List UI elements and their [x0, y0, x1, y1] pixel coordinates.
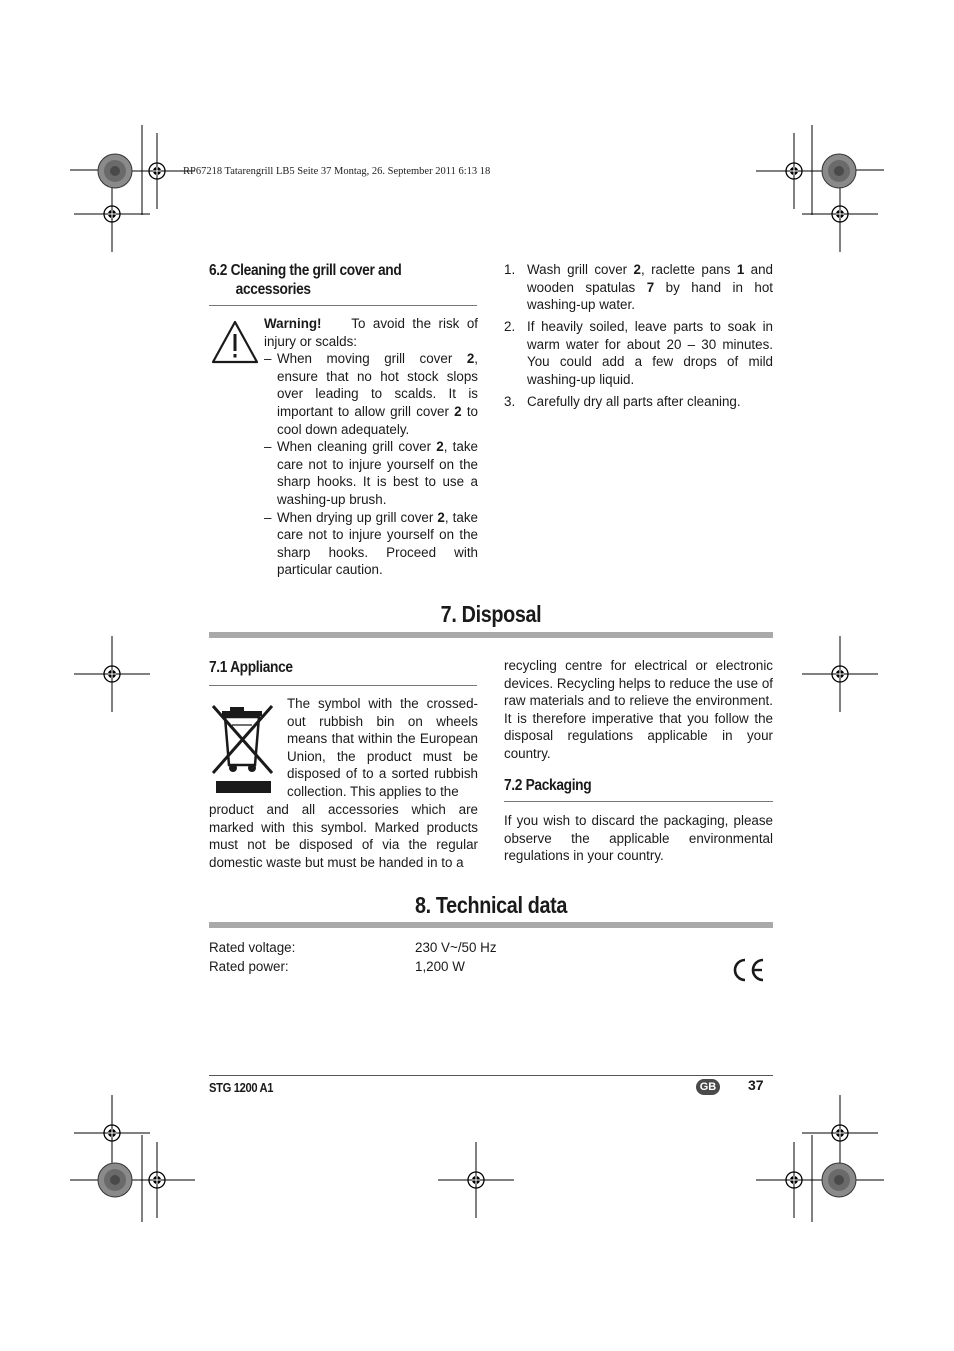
- color-wheel-icon: [822, 154, 856, 188]
- list-item: 1. Wash grill cover 2, raclette pans 1 and wooden spatulas 7 by hand in hot washing-up water.: [504, 262, 774, 313]
- color-wheel-icon: [98, 154, 132, 188]
- print-slug: RP67218 Tatarengrill LB5 Seite 37 Montag, 26. September 2011 6:13 18: [183, 166, 491, 177]
- appliance-title: 7.1 Appliance: [209, 659, 293, 676]
- warning-block: [264, 315, 478, 579]
- warning-intro: Warning! To avoid the risk of injury or scalds:: [264, 316, 478, 349]
- chapter-rule: [209, 922, 773, 928]
- warning-bullet: – When drying up grill cover 2, take care not to injure yourself on the sharp hooks. Proceed with particular caution.: [264, 509, 478, 579]
- appliance-text-full: product and all accessories which are marked with this symbol. Marked products must not be disposed of via the regular domestic waste but must be handed in to a: [209, 802, 478, 870]
- ce-mark-icon: [729, 956, 767, 984]
- section-rule: [209, 685, 477, 686]
- registration-mark-icon: [756, 1142, 832, 1218]
- section-rule: [504, 801, 773, 802]
- warning-bullet: – When moving grill cover 2, ensure that no hot stock slops over leading to scalds. It is important to allow grill cover 2 to cool down adequately.: [264, 350, 478, 438]
- tech-value: 230 V~/50 Hz: [415, 940, 497, 955]
- page-number: 37: [748, 1077, 764, 1093]
- registration-mark-icon: [802, 636, 878, 712]
- list-item: 3. Carefully dry all parts after cleaning.: [504, 394, 741, 410]
- cleaning-steps: [504, 261, 773, 415]
- warning-bullet: – When cleaning grill cover 2, take care not to injure yourself on the sharp hooks. It is best to use a washing-up brush.: [264, 438, 478, 508]
- color-wheel-icon: [98, 1163, 132, 1197]
- footer-rule: [209, 1075, 773, 1076]
- color-wheel-icon: [822, 1163, 856, 1197]
- registration-mark-icon: [74, 1095, 150, 1171]
- packaging-title: 7.2 Packaging: [504, 777, 592, 794]
- section-6-2-title: 6.2 Cleaning the grill cover and accessories: [209, 262, 402, 298]
- packaging-text: If you wish to discard the packaging, please observe the applicable environmental regulations in your country.: [504, 813, 773, 864]
- section-rule: [209, 305, 477, 306]
- language-badge: GB: [696, 1079, 720, 1095]
- registration-mark-icon: [756, 133, 832, 209]
- registration-mark-icon: [802, 1095, 878, 1171]
- registration-mark-icon: [438, 1142, 514, 1218]
- disposal-title: 7. Disposal: [440, 601, 542, 627]
- chapter-rule: [209, 632, 773, 638]
- tech-value: 1,200 W: [415, 959, 465, 974]
- tech-label: Rated power:: [209, 959, 289, 974]
- model-number: STG 1200 A1: [209, 1080, 274, 1095]
- technical-title: 8. Technical data: [414, 892, 568, 918]
- registration-mark-icon: [74, 636, 150, 712]
- tech-label: Rated voltage:: [209, 940, 296, 955]
- crossed-out-bin-icon: [210, 703, 276, 795]
- appliance-text-wrapped: The symbol with the crossed-out rubbish bin on wheels means that within the European Union, the product must be disposed of to a sorted rubbish collection. This applies to the: [287, 696, 478, 799]
- appliance-text-continued: recycling centre for electrical or electronic devices. Recycling helps to reduce the use of raw materials and to relieve the environment. It is therefore imperative that you follow the disposal regulations applicable in your country.: [504, 658, 773, 761]
- list-item: 2. If heavily soiled, leave parts to soak in warm water for about 20 – 30 minutes. You could add a few drops of mild washing-up liquid.: [504, 319, 773, 388]
- warning-triangle-icon: [210, 319, 260, 365]
